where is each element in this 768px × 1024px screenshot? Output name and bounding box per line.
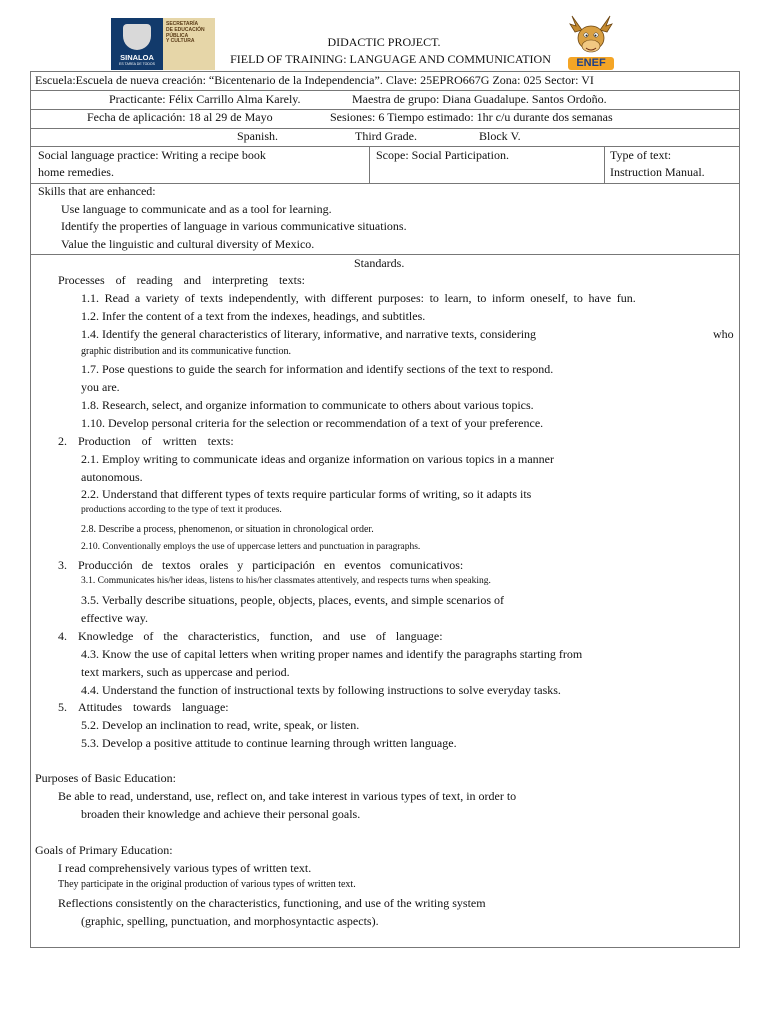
standards-heading: Standards. (354, 256, 405, 270)
purpose-item: Be able to read, understand, use, reflect on, and take interest in various types of text, in order to (58, 789, 517, 803)
standard-1-title: Processes of reading and interpreting texts: (58, 273, 305, 287)
standard-5-title: Attitudes towards language: (78, 700, 229, 714)
standard-1-10: 1.10. Develop personal criteria for the selection or recommendation of a text of your preference. (81, 416, 544, 430)
document-subtitle: FIELD OF TRAINING: LANGUAGE AND COMMUNICATION (230, 52, 551, 66)
standard-4-3-cont: text markers, such as uppercase and period. (81, 665, 290, 679)
sinaloa-logo-text: SINALOA (120, 52, 154, 62)
standard-3-1: 3.1. Communicates his/her ideas, listens to his/her classmates attentively, and respects turns when speaking. (81, 576, 491, 586)
standard-1-4: 1.4. Identify the general characteristics of literary, informative, and narrative texts, considering (81, 327, 537, 341)
goal-item: Reflections consistently on the characteristics, functioning, and use of the writing system (58, 896, 486, 910)
scope-label: Scope: Social Participation. (376, 148, 509, 162)
standard-3-number: 3. (58, 558, 67, 572)
standard-4-4: 4.4. Understand the function of instructional texts by following instructions to solve everyday tasks. (81, 683, 561, 697)
teacher-info: Maestra de grupo: Diana Guadalupe. Santos Ordoño. (352, 92, 607, 106)
column-divider (604, 146, 605, 183)
standard-1-4-who: who (713, 327, 734, 341)
practicante-info: Practicante: Félix Carrillo Alma Karely. (109, 92, 301, 106)
row-divider (30, 254, 740, 255)
school-info: Escuela:Escuela de nueva creación: “Bicentenario de la Independencia”. Clave: 25EPRO667G Zona: 025 Sector: VI (35, 73, 594, 87)
standard-5-number: 5. (58, 700, 67, 714)
standard-1-4-cont: graphic distribution and its communicative function. (81, 346, 291, 357)
skill-item: Identify the properties of language in various communicative situations. (61, 219, 407, 233)
goal-item: I read comprehensively various types of written text. (58, 861, 312, 875)
standard-4-3: 4.3. Know the use of capital letters when writing proper names and identify the paragraphs starting from (81, 647, 583, 661)
skill-item: Use language to communicate and as a tool for learning. (61, 202, 332, 216)
standard-2-number: 2. (58, 434, 67, 448)
goal-item-cont: (graphic, spelling, punctuation, and morphosyntactic aspects). (81, 914, 379, 928)
standard-1-2: 1.2. Infer the content of a text from the indexes, headings, and subtitles. (81, 309, 426, 323)
standard-2-2-cont: productions according to the type of text it produces. (81, 505, 282, 515)
standard-1-7-cont: you are. (81, 380, 120, 394)
skills-heading: Skills that are enhanced: (38, 184, 156, 198)
social-practice-line1: Social language practice: Writing a recipe book (38, 148, 266, 162)
standard-4-title: Knowledge of the characteristics, function, and use of language: (78, 629, 443, 643)
standard-5-3: 5.3. Develop a positive attitude to continue learning through written language. (81, 736, 457, 750)
enef-logo-text: ENEF (568, 57, 614, 70)
sinaloa-logo-subtitle: ES TAREA DE TODOS (119, 61, 155, 66)
standard-2-title: Production of written texts: (78, 434, 234, 448)
standard-1-7: 1.7. Pose questions to guide the search for information and identify sections of the text to respond. (81, 362, 554, 376)
standard-2-2: 2.2. Understand that different types of texts require particular forms of writing, so it adapts its (81, 487, 532, 501)
grade-label: Third Grade. (355, 129, 417, 143)
row-divider (30, 146, 740, 147)
standard-3-title: Producción de textos orales y participación en eventos comunicativos: (78, 558, 464, 572)
purposes-heading: Purposes of Basic Education: (35, 771, 176, 785)
standard-2-1-cont: autonomous. (81, 470, 143, 484)
standard-2-10: 2.10. Conventionally employs the use of uppercase letters and punctuation in paragraphs. (81, 542, 421, 552)
goal-item: They participate in the original production of various types of written text. (58, 879, 356, 890)
block-label: Block V. (479, 129, 521, 143)
column-divider (369, 146, 370, 183)
standard-1-8: 1.8. Research, select, and organize information to communicate to others about various topics. (81, 398, 534, 412)
standard-4-number: 4. (58, 629, 67, 643)
secretaria-logo: SECRETARÍA DE EDUCACIÓN PÚBLICA Y CULTURA (163, 18, 215, 70)
text-type-value: Instruction Manual. (610, 165, 705, 179)
goals-heading: Goals of Primary Education: (35, 843, 173, 857)
standard-5-2: 5.2. Develop an inclination to read, write, speak, or listen. (81, 718, 360, 732)
row-divider (30, 90, 740, 91)
document-title: DIDACTIC PROJECT. (327, 35, 441, 49)
sessions-info: Sesiones: 6 Tiempo estimado: 1hr c/u durante dos semanas (330, 110, 613, 124)
standard-2-8: 2.8. Describe a process, phenomenon, or situation in chronological order. (81, 524, 374, 535)
purpose-item-cont: broaden their knowledge and achieve their personal goals. (81, 807, 361, 821)
standard-3-5-cont: effective way. (81, 611, 148, 625)
standard-1-1: 1.1. Read a variety of texts independently, with different purposes: to learn, to inform oneself, to have fun. (81, 291, 636, 305)
text-type-label: Type of text: (610, 148, 672, 162)
subject-label: Spanish. (237, 129, 279, 143)
application-date: Fecha de aplicación: 18 al 29 de Mayo (87, 110, 273, 124)
social-practice-line2: home remedies. (38, 165, 114, 179)
standard-3-5: 3.5. Verbally describe situations, people, objects, places, events, and simple scenarios of (81, 593, 504, 607)
skill-item: Value the linguistic and cultural diversity of Mexico. (61, 237, 315, 251)
standard-2-1: 2.1. Employ writing to communicate ideas and organize information on various topics in a manner (81, 452, 554, 466)
